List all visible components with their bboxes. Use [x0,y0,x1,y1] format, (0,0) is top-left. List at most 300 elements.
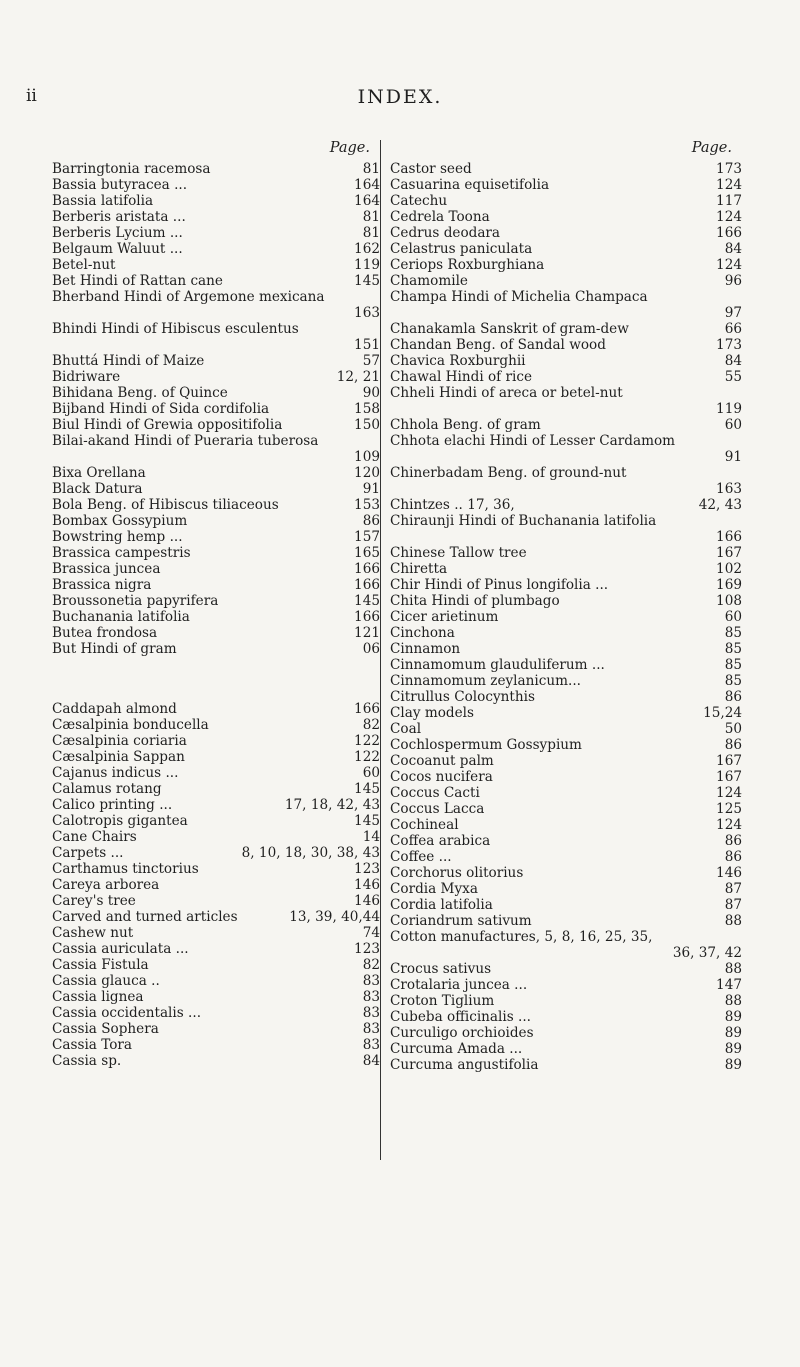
index-page-ref: 167 [698,545,742,561]
index-entry [52,1037,380,1053]
index-entry [390,881,742,897]
index-entry [52,941,380,957]
index-term: Cæsalpinia bonducella [52,717,209,733]
index-entry [52,797,380,813]
index-term: Carved and turned articles [52,909,238,925]
index-entry [52,781,380,797]
index-term: Bet Hindi of Rattan cane [52,273,223,289]
index-page-ref: 109 [336,449,380,465]
index-page-ref: 102 [698,561,742,577]
index-entry [390,641,742,657]
index-page-ref: 50 [698,721,742,737]
index-page-ref: 166 [336,701,380,717]
index-page-ref: 122 [336,749,380,765]
index-term: Cicer arietinum [390,609,499,625]
index-page-ref: 119 [698,401,742,417]
index-entry [390,817,742,833]
index-entry [52,401,380,417]
index-entry [52,717,380,733]
index-term: Cinnamomum glauduliferum ... [390,657,605,673]
index-page-ref: 84 [698,241,742,257]
index-term: Curcuma Amada ... [390,1041,523,1057]
index-entry [390,1025,742,1041]
index-term: Bassia latifolia [52,193,154,209]
index-page-ref: 60 [336,765,380,781]
index-entry [52,845,380,861]
index-page-ref: 85 [698,673,742,689]
index-term: Corchorus olitorius [390,865,524,881]
index-term: Chamomile [390,273,468,289]
index-entry [390,865,742,881]
index-term: Carthamus tinctorius [52,861,199,877]
index-page-ref: 169 [698,577,742,593]
index-entry [390,337,742,353]
index-entry [52,385,380,401]
index-entry [52,973,380,989]
index-entry [390,961,742,977]
index-term: Crocus sativus [390,961,492,977]
index-entry [390,225,742,241]
index-term: Croton Tiglium [390,993,495,1009]
index-page-ref: 166 [336,561,380,577]
index-term: Belgaum Waluut ... [52,241,183,257]
index-page-ref: 125 [698,801,742,817]
index-page-ref: 97 [698,305,742,321]
index-page-ref: 124 [698,785,742,801]
index-entry [52,257,380,273]
index-page-ref: 124 [698,817,742,833]
index-term: Bidriware [52,369,121,385]
index-entry [390,593,742,609]
index-entry [52,861,380,877]
index-term: Chiretta [390,561,448,577]
index-page-ref: 122 [336,733,380,749]
index-page-ref: 146 [336,877,380,893]
index-page-ref: 86 [336,513,380,529]
index-term: Betel-nut [52,257,116,273]
index-term: Cashew nut [52,925,134,941]
index-column-left [52,140,380,1069]
index-page-ref: 153 [336,497,380,513]
index-entry [390,673,742,689]
index-entry [390,753,742,769]
index-page-ref: 173 [698,337,742,353]
index-term: Cocos nucifera [390,769,493,785]
index-term: Bola Beng. of Hibiscus tiliaceous [52,497,279,513]
index-entry [52,193,380,209]
index-term: Cocoanut palm [390,753,494,769]
index-term: Coal [390,721,422,737]
index-page-ref: 164 [336,193,380,209]
index-entry [52,893,380,909]
index-page-ref: 89 [698,1057,742,1073]
index-entry [390,193,742,209]
index-term: Castor seed [390,161,472,177]
index-page-ref: 167 [698,769,742,785]
index-term: Bhindi Hindi of Hibiscus esculentus [52,321,299,337]
index-page-ref: 82 [336,957,380,973]
index-term: Chinese Tallow tree [390,545,527,561]
index-entry [52,701,380,717]
index-entry [52,577,380,593]
index-entry [390,321,742,337]
index-entry [52,561,380,577]
index-page-ref: 06 [336,641,380,657]
index-page-ref: 162 [336,241,380,257]
index-page-ref: 91 [698,449,742,465]
index-entry [52,829,380,845]
index-entry [52,1021,380,1037]
index-term: Biul Hindi of Grewia oppositifolia [52,417,283,433]
index-term: Black Datura [52,481,143,497]
index-page-ref: 15,24 [698,705,742,721]
index-term: Chandan Beng. of Sandal wood [390,337,606,353]
index-term: Cedrela Toona [390,209,490,225]
index-entry [52,877,380,893]
index-entry [52,481,380,497]
index-page-ref: 163 [336,305,380,321]
index-term: Butea frondosa [52,625,158,641]
index-page-ref: 81 [336,161,380,177]
index-term: Bassia butyracea ... [52,177,188,193]
index-entry [52,353,380,369]
index-entry [52,241,380,257]
index-page-ref: 86 [698,833,742,849]
index-page-ref: 150 [336,417,380,433]
index-term: Coriandrum sativum [390,913,532,929]
index-term: Calotropis gigantea [52,813,188,829]
index-entry [390,369,742,385]
index-term: Chheli Hindi of areca or betel-nut [390,385,623,401]
index-page-ref: 91 [336,481,380,497]
index-entry [52,593,380,609]
index-entry [390,785,742,801]
index-term: Chiraunji Hindi of Buchanania latifolia [390,513,657,529]
index-entry [52,641,380,657]
index-page-ref: 151 [336,337,380,353]
index-term: Careya arborea [52,877,160,893]
index-entry [52,609,380,625]
index-term: Carpets ... [52,845,124,861]
index-entry [390,465,742,497]
index-term: Cassia lignea [52,989,144,1005]
index-page-ref: 120 [336,465,380,481]
index-page-ref: 147 [698,977,742,993]
index-term: Chita Hindi of plumbago [390,593,560,609]
index-entry [52,289,380,321]
index-term: Cassia occidentalis ... [52,1005,202,1021]
index-page-ref: 89 [698,1009,742,1025]
index-page-ref: 167 [698,753,742,769]
index-term: Cajanus indicus ... [52,765,179,781]
index-term: Bixa Orellana [52,465,146,481]
index-page-ref: 166 [336,577,380,593]
index-term: Carey's tree [52,893,136,909]
index-term: Chanakamla Sanskrit of gram-dew [390,321,629,337]
index-term: Coffee ... [390,849,452,865]
index-entry [52,989,380,1005]
index-page-ref: 108 [698,593,742,609]
index-term: Buchanania latifolia [52,609,190,625]
index-list-left [52,161,380,1069]
index-term: Curculigo orchioides [390,1025,534,1041]
index-entry [390,801,742,817]
index-entry [52,433,380,465]
index-entry [52,765,380,781]
index-entry [390,993,742,1009]
index-page-ref: 119 [336,257,380,273]
index-entry [390,209,742,225]
index-page-ref: 158 [336,401,380,417]
index-term: Ceriops Roxburghiana [390,257,545,273]
index-term: Cedrus deodara [390,225,501,241]
index-term: Cochineal [390,817,459,833]
index-page-ref: 157 [336,529,380,545]
index-page-ref: 166 [698,225,742,241]
index-page-ref: 83 [336,989,380,1005]
index-entry [390,353,742,369]
index-term: Bombax Gossypium [52,513,188,529]
index-term: Cochlospermum Gossypium [390,737,582,753]
index-term: Bihidana Beng. of Quince [52,385,228,401]
page-number: ii [26,86,37,106]
index-entry [390,545,742,561]
index-term: Bijband Hindi of Sida cordifolia [52,401,270,417]
index-page-ref: 83 [336,1037,380,1053]
index-entry [390,769,742,785]
index-page-ref: 88 [698,961,742,977]
index-term: Crotalaria juncea ... [390,977,528,993]
index-term: Berberis Lycium ... [52,225,183,241]
index-entry [390,561,742,577]
index-term: Bherband Hindi of Argemone mexicana [52,289,325,305]
index-page-ref: 145 [336,273,380,289]
index-term: Cordia Myxa [390,881,478,897]
index-page-ref: 55 [698,369,742,385]
index-entry [52,925,380,941]
index-term: But Hindi of gram [52,641,177,657]
index-entry [390,273,742,289]
index-page-ref: 117 [698,193,742,209]
index-page-ref: 86 [698,737,742,753]
section-gap [52,657,380,701]
index-entry [390,433,742,465]
index-term: Cubeba officinalis ... [390,1009,531,1025]
index-term: Cane Chairs [52,829,137,845]
index-page-ref: 123 [336,941,380,957]
index-entry [390,497,742,513]
index-page-ref: 88 [698,993,742,1009]
index-term: Chir Hindi of Pinus longifolia ... [390,577,609,593]
index-term: Curcuma angustifolia [390,1057,539,1073]
index-entry [390,257,742,273]
index-term: Chavica Roxburghii [390,353,526,369]
index-page-ref: 146 [336,893,380,909]
column-heading: Page. [691,140,732,156]
index-term: Coccus Lacca [390,801,485,817]
index-page-ref: 84 [698,353,742,369]
index-page-ref: 124 [698,177,742,193]
index-term: Casuarina equisetifolia [390,177,550,193]
index-page-ref: 90 [336,385,380,401]
index-page-ref: 124 [698,257,742,273]
index-entry [390,721,742,737]
index-term: Calamus rotang [52,781,162,797]
index-page-ref: 74 [336,925,380,941]
index-term: Champa Hindi of Michelia Champaca [390,289,648,305]
index-entry [390,625,742,641]
index-term: Cinnamon [390,641,461,657]
index-page-ref: 96 [698,273,742,289]
index-term: Brassica campestris [52,545,191,561]
index-entry [390,897,742,913]
index-entry [52,1053,380,1069]
index-term: Cordia latifolia [390,897,493,913]
index-entry [390,1009,742,1025]
index-page-ref: 81 [336,209,380,225]
index-page-ref: 166 [336,609,380,625]
index-page-ref: 83 [336,1021,380,1037]
index-page-ref: 83 [336,1005,380,1021]
index-page-ref: 12, 21 [333,369,380,385]
index-entry [390,577,742,593]
index-page-ref: 8, 10, 18, 30, 38, 43 [238,845,380,861]
index-entry [52,749,380,765]
index-page-ref: 42, 43 [695,497,742,513]
index-page-ref: 83 [336,973,380,989]
index-page-ref: 57 [336,353,380,369]
index-page-ref: 17, 18, 42, 43 [281,797,380,813]
index-term: Clay models [390,705,474,721]
index-page-ref: 60 [698,609,742,625]
index-term: Brassica nigra [52,577,152,593]
index-page-ref: 166 [698,529,742,545]
index-term: Berberis aristata ... [52,209,186,225]
index-term: Coffea arabica [390,833,491,849]
index-page-ref: 85 [698,641,742,657]
index-page-ref: 163 [698,481,742,497]
index-term: Brassica juncea [52,561,161,577]
index-term: Chhola Beng. of gram [390,417,541,433]
index-entry [52,545,380,561]
index-page-ref: 86 [698,689,742,705]
index-term: Bhuttá Hindi of Maize [52,353,205,369]
index-page-ref: 85 [698,625,742,641]
index-page-ref: 89 [698,1041,742,1057]
index-entry [390,385,742,417]
index-page-ref: 145 [336,593,380,609]
index-term: Caddapah almond [52,701,177,717]
index-entry [390,1057,742,1073]
index-term: Bowstring hemp ... [52,529,183,545]
index-entry [52,369,380,385]
index-page-ref: 82 [336,717,380,733]
index-entry [52,513,380,529]
index-page-ref: 145 [336,781,380,797]
index-entry [52,957,380,973]
index-entry [390,705,742,721]
index-term: Cæsalpinia coriaria [52,733,187,749]
index-term: Chawal Hindi of rice [390,369,533,385]
index-term: Cinnamomum zeylanicum... [390,673,581,689]
column-divider [380,140,381,1160]
index-term: Catechu [390,193,448,209]
page-title: INDEX. [357,86,443,108]
index-page-ref: 173 [698,161,742,177]
index-page-ref: 89 [698,1025,742,1041]
index-entry [52,733,380,749]
index-page-ref: 165 [336,545,380,561]
index-term: Coccus Cacti [390,785,480,801]
index-entry [52,909,380,925]
index-entry [390,417,742,433]
index-entry [390,513,742,545]
index-entry [390,177,742,193]
index-page-ref: 81 [336,225,380,241]
index-page-ref: 121 [336,625,380,641]
index-entry [52,161,380,177]
page-header [0,86,800,116]
index-entry [52,225,380,241]
index-term: Cæsalpinia Sappan [52,749,185,765]
index-term: Chinerbadam Beng. of ground-nut [390,465,627,481]
index-entry [52,1005,380,1021]
column-heading: Page. [329,140,370,156]
index-term: Cassia Tora [52,1037,133,1053]
index-term: Broussonetia papyrifera [52,593,219,609]
index-entry [52,813,380,829]
index-entry [390,241,742,257]
index-entry [390,737,742,753]
index-entry [390,849,742,865]
index-entry [390,609,742,625]
index-term: Cassia Fistula [52,957,149,973]
index-entry [390,1041,742,1057]
index-term: Cassia Sophera [52,1021,159,1037]
index-entry [52,209,380,225]
index-term: Chintzes .. 17, 36, [390,497,515,513]
index-entry [52,625,380,641]
index-entry [390,833,742,849]
index-page-ref: 14 [336,829,380,845]
index-list-right [390,161,742,1073]
index-entry [390,929,742,961]
index-term: Calico printing ... [52,797,173,813]
index-term: Bilai-akand Hindi of Pueraria tuberosa [52,433,319,449]
index-column-right [390,140,742,1073]
index-page-ref: 145 [336,813,380,829]
index-entry [52,497,380,513]
index-page-ref: 60 [698,417,742,433]
index-entry [390,689,742,705]
index-entry [390,289,742,321]
index-term: Cassia glauca .. [52,973,160,989]
index-term: Cassia sp. [52,1053,122,1069]
index-page-ref: 84 [336,1053,380,1069]
index-entry [390,913,742,929]
index-page-ref: 164 [336,177,380,193]
index-page-ref: 124 [698,209,742,225]
index-term: Cassia auriculata ... [52,941,189,957]
index-page-ref: 86 [698,849,742,865]
index-term: Chhota elachi Hindi of Lesser Cardamom [390,433,676,449]
index-page-ref: 87 [698,881,742,897]
index-term: Celastrus paniculata [390,241,533,257]
index-term: Barringtonia racemosa [52,161,211,177]
index-page-ref: 146 [698,865,742,881]
index-entry [52,273,380,289]
index-entry [52,529,380,545]
